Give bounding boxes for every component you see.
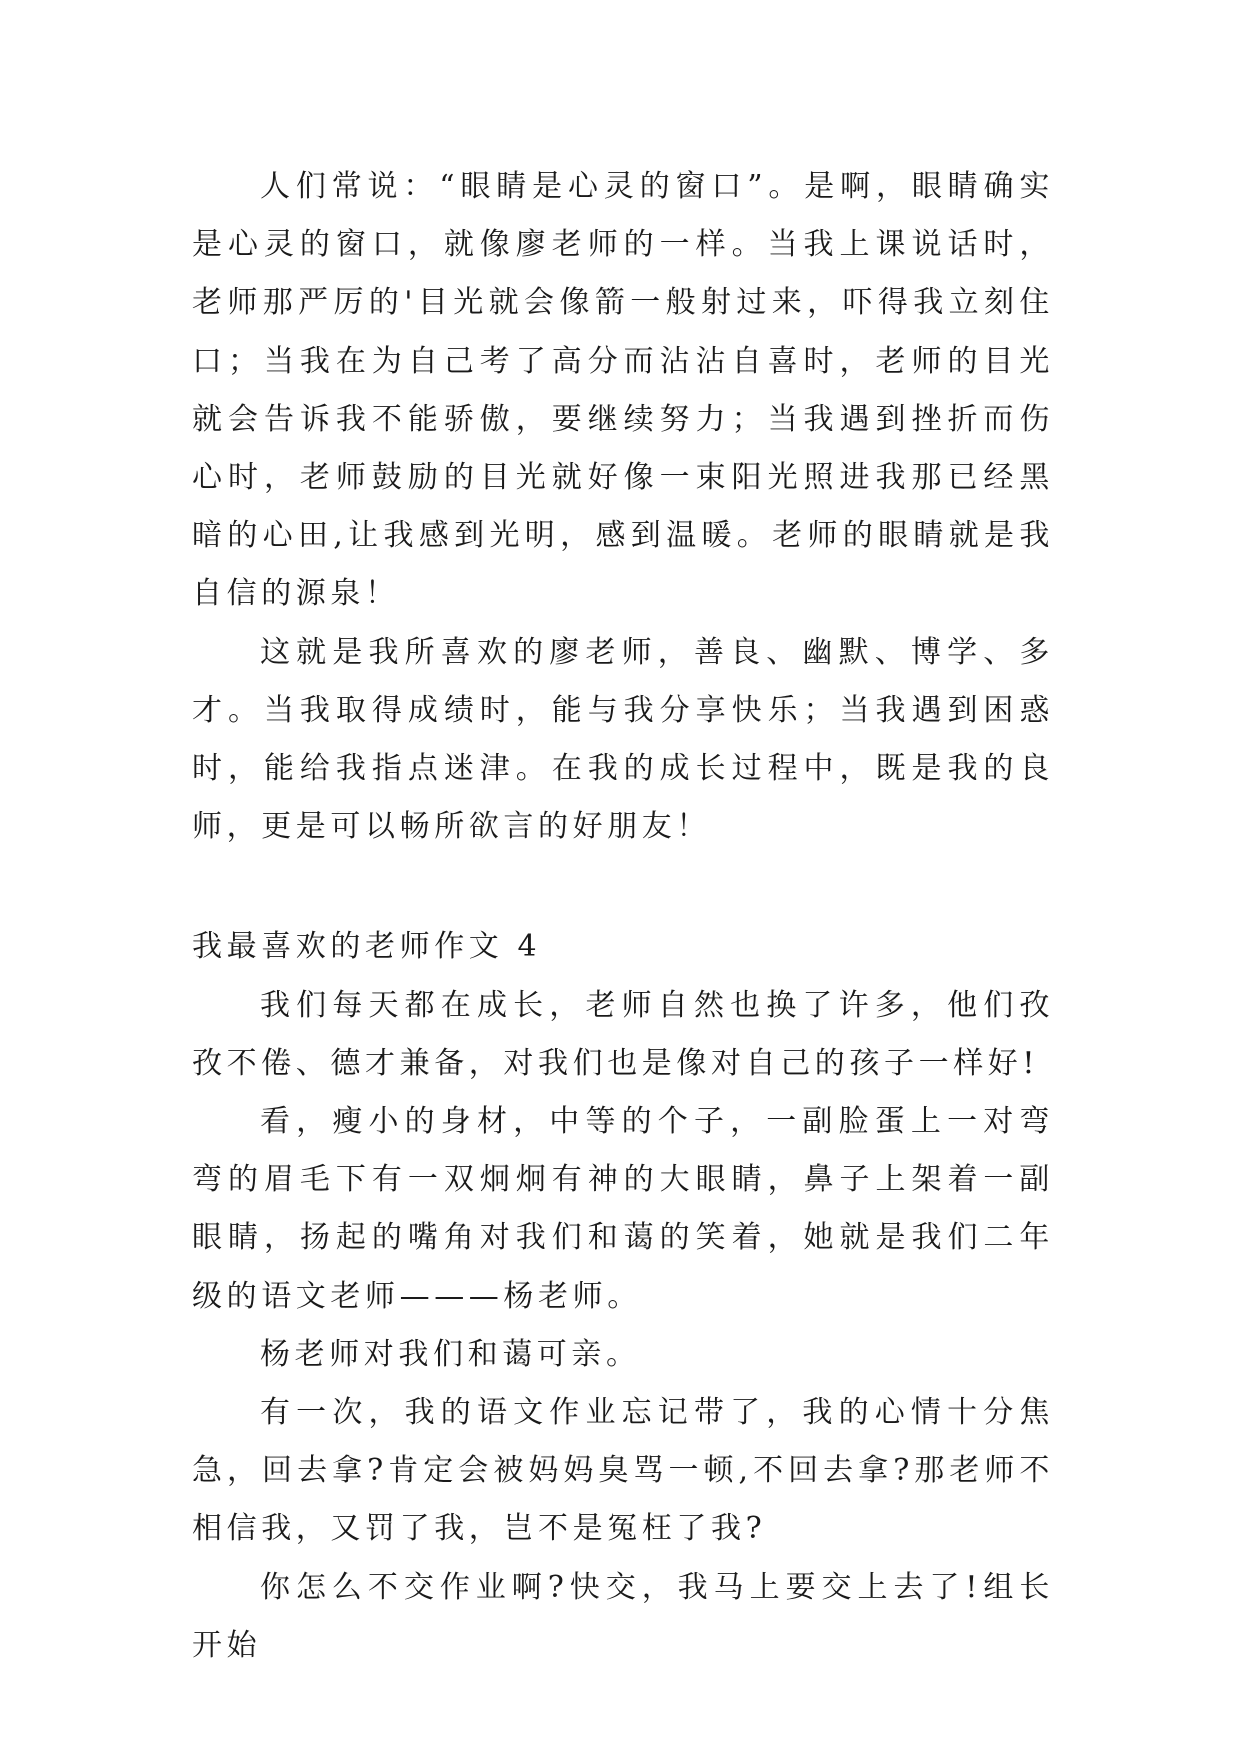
paragraph: 这就是我所喜欢的廖老师，善良、幽默、博学、多才。当我取得成绩时，能与我分享快乐；当我遇到困惑时，能给我指点迷津。在我的成长过程中，既是我的良师，更是可以畅所欲言的好朋友！ (192, 634, 1054, 845)
section-title: 我最喜欢的老师作文 4 (192, 929, 542, 965)
paragraph: 我们每天都在成长，老师自然也换了许多，他们孜孜不倦、德才兼备，对我们也是像对自己的孩子一样好! (192, 987, 1054, 1081)
paragraph: 你怎么不交作业啊?快交，我马上要交上去了!组长开始 (192, 1569, 1054, 1663)
paragraph: 人们常说：“眼睛是心灵的窗口”。是啊，眼睛确实是心灵的窗口，就像廖老师的一样。当我上课说话时，老师那严厉的'目光就会像箭一般射过来，吓得我立刻住口；当我在为自己考了高分而沾沾自喜时，老师的目光就会告诉我不能骄傲，要继续努力；当我遇到挫折而伤心时，老师鼓励的目光就好像一束阳光照进我那已经黑暗的心田,让我感到光明，感到温暖。老师的眼睛就是我自信的源泉！ (192, 169, 1054, 612)
document-body (192, 158, 1054, 1675)
paragraph: 有一次，我的语文作业忘记带了，我的心情十分焦急，回去拿?肯定会被妈妈臭骂一顿,不回去拿?那老师不相信我，又罚了我，岂不是冤枉了我? (192, 1395, 1054, 1547)
paragraph: 看，瘦小的身材，中等的个子，一副脸蛋上一对弯弯的眉毛下有一双炯炯有神的大眼睛，鼻子上架着一副眼睛，扬起的嘴角对我们和蔼的笑着，她就是我们二年级的语文老师———杨老师。 (192, 1104, 1054, 1314)
paragraph: 杨老师对我们和蔼可亲。 (260, 1336, 641, 1372)
